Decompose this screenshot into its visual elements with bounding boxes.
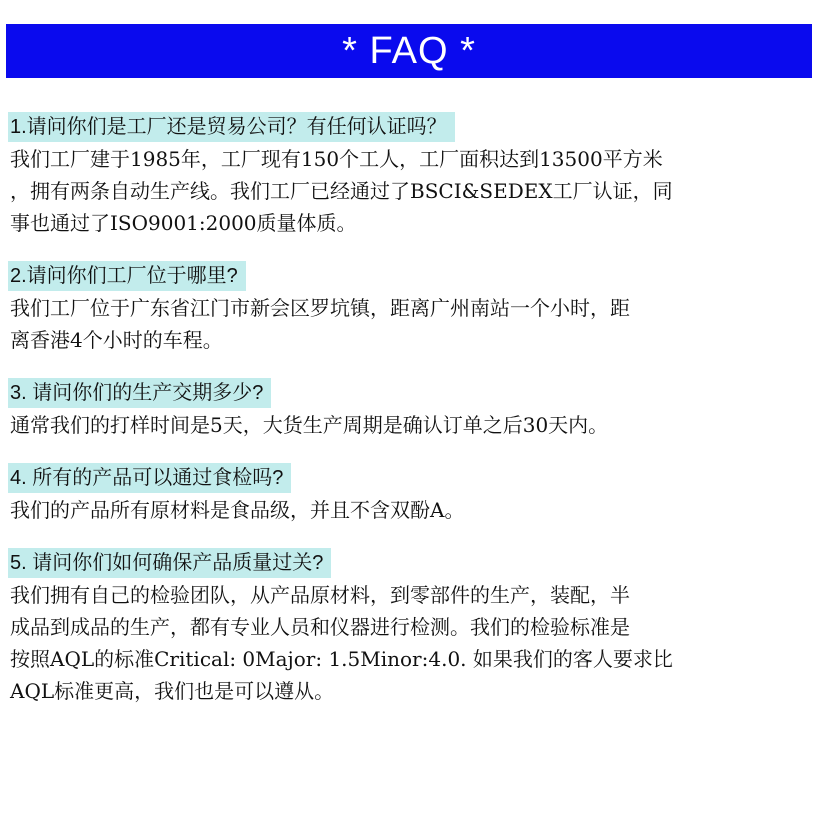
faq-answer-3: 通常我们的打样时间是5天，大货生产周期是确认订单之后30天内。 [10,413,609,437]
faq-answer-5: 我们拥有自己的检验团队，从产品原材料，到零部件的生产，装配，半 成品到成品的生产，都有专业人员和仪器进行检测。我们的检验标准是 按照AQL的标准Critical: 0Major: 1.5Minor:4.0. 如果我们的客人要求比 AQL标准更高，我们也是可以遵从。 [10,583,673,703]
faq-item-4 [8,463,808,526]
faq-banner [6,24,812,78]
faq-question-1: 1.请问你们是工厂还是贸易公司？有任何认证吗？ [8,112,455,142]
faq-title: * FAQ * [342,29,476,72]
faq-list [8,112,808,729]
faq-question-4: 4. 所有的产品可以通过食检吗? [8,463,291,493]
faq-item-2 [8,261,808,356]
faq-answer-4: 我们的产品所有原材料是食品级，并且不含双酚A。 [10,498,465,522]
faq-answer-2: 我们工厂位于广东省江门市新会区罗坑镇，距离广州南站一个小时，距 离香港4个小时的车程。 [10,296,630,352]
faq-item-3 [8,378,808,441]
faq-question-3: 3. 请问你们的生产交期多少? [8,378,271,408]
faq-question-2: 2.请问你们工厂位于哪里? [8,261,246,291]
faq-item-5 [8,548,808,707]
faq-item-1 [8,112,808,239]
faq-question-5: 5. 请问你们如何确保产品质量过关? [8,548,331,578]
faq-answer-1: 我们工厂建于1985年，工厂现有150个工人，工厂面积达到13500平方米 ，拥有两条自动生产线。我们工厂已经通过了BSCI&SEDEX工厂认证，同 事也通过了ISO9001:2000质量体质。 [10,147,673,235]
